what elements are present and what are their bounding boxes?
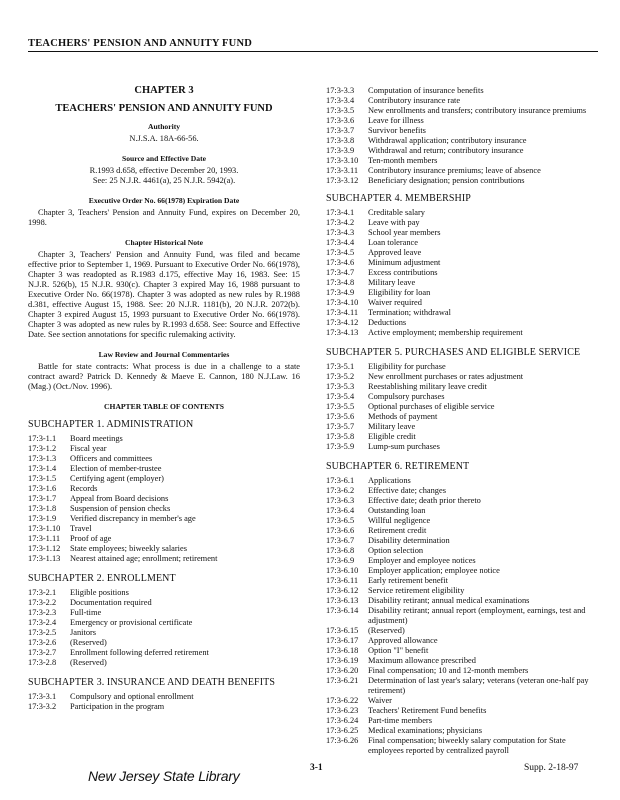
toc-entry [326,726,598,736]
toc-entry [28,598,300,608]
section-number: 17:3-4.1 [326,208,355,217]
section-title: Creditable salary [368,208,425,217]
toc-entry [326,176,598,186]
section-number: 17:3-4.13 [326,328,359,337]
section-title: Termination; withdrawal [368,308,451,317]
section-title: Active employment; membership requirement [368,328,523,337]
section-number: 17:3-5.7 [326,422,355,431]
running-title: TEACHERS' PENSION AND ANNUITY FUND [28,38,598,52]
section-title: Early retirement benefit [368,576,448,585]
toc-entry [28,534,300,544]
section-title: Excess contributions [368,268,438,277]
toc-entry [326,716,598,726]
section-number: 17:3-2.3 [28,608,57,617]
section-number: 17:3-2.8 [28,658,57,667]
section-title: Leave for illness [368,116,424,125]
toc-entry [326,402,598,412]
toc-entry [326,156,598,166]
toc-entry [28,608,300,618]
toc-entry [326,486,598,496]
section-number: 17:3-6.24 [326,716,359,725]
executive-order-heading: Executive Order No. 66(1978) Expiration Date [88,196,240,205]
subchapter-3-list-part1 [28,692,300,712]
section-number: 17:3-4.4 [326,238,355,247]
section-title: Nearest attained age; enrollment; retirement [70,554,218,563]
toc-entry [28,554,300,564]
section-number: 17:3-6.25 [326,726,359,735]
subchapter-1-heading: SUBCHAPTER 1. ADMINISTRATION [28,419,194,430]
section-number: 17:3-2.1 [28,588,57,597]
authority-heading: Authority [147,122,181,131]
section-title: Effective date; death prior thereto [368,496,481,505]
toc-heading: CHAPTER TABLE OF CONTENTS [104,402,224,411]
section-number: 17:3-1.12 [28,544,61,553]
section-number: 17:3-5.9 [326,442,355,451]
toc-entry [326,86,598,96]
section-title: Emergency or provisional certificate [70,618,193,627]
toc-entry [326,706,598,716]
toc-entry [326,432,598,442]
section-number: 17:3-6.22 [326,696,359,705]
section-number: 17:3-3.1 [28,692,57,701]
source-line-2: See: 25 N.J.R. 4461(a), 25 N.J.R. 5942(a). [92,176,236,185]
section-number: 17:3-6.8 [326,546,355,555]
section-number: 17:3-6.26 [326,736,359,745]
toc-entry [28,444,300,454]
section-title: Willful negligence [368,516,431,525]
section-title: Disability retirant; annual report (employment, earnings, test and adjustment) [368,606,586,625]
toc-entry [326,308,598,318]
toc-entry [326,116,598,126]
section-title: Disability determination [368,536,450,545]
section-title: Teachers' Retirement Fund benefits [368,706,487,715]
toc-entry [326,228,598,238]
toc-entry [28,618,300,628]
section-title: Eligible positions [70,588,129,597]
toc-entry [28,434,300,444]
toc-entry [326,238,598,248]
section-number: 17:3-1.4 [28,464,57,473]
section-title: Janitors [70,628,97,637]
section-title: Military leave [368,422,416,431]
source-line-1: R.1993 d.658, effective December 20, 1993. [89,166,239,175]
page-number: 3-1 [310,763,323,773]
toc-entry [326,646,598,656]
section-title: State employees; biweekly salaries [70,544,187,553]
toc-entry [326,676,598,696]
section-number: 17:3-4.12 [326,318,359,327]
section-title: Ten-month members [368,156,438,165]
section-number: 17:3-2.4 [28,618,57,627]
chapter-number: CHAPTER 3 [134,85,194,96]
section-number: 17:3-6.10 [326,566,359,575]
section-title: Employer application; employee notice [368,566,500,575]
toc-entry [326,736,598,756]
law-review-heading: Law Review and Journal Commentaries [98,350,230,359]
section-number: 17:3-2.2 [28,598,57,607]
section-title: Enrollment following deferred retirement [70,648,209,657]
section-title: Participation in the program [70,702,165,711]
section-title: Eligibility for loan [368,288,431,297]
section-number: 17:3-6.6 [326,526,355,535]
section-title: Loan tolerance [368,238,418,247]
section-number: 17:3-6.17 [326,636,359,645]
section-number: 17:3-6.18 [326,646,359,655]
toc-entry [326,278,598,288]
section-title: Compulsory and optional enrollment [70,692,194,701]
toc-entry [326,656,598,666]
section-title: Final compensation; 10 and 12-month members [368,666,529,675]
section-title: Retirement credit [368,526,427,535]
toc-entry [326,258,598,268]
section-number: 17:3-5.5 [326,402,355,411]
section-number: 17:3-6.20 [326,666,359,675]
section-number: 17:3-4.2 [326,218,355,227]
toc-entry [326,208,598,218]
toc-entry [326,666,598,676]
left-column [28,86,300,712]
toc-entry [28,464,300,474]
section-title: Contributory insurance rate [368,96,461,105]
section-number: 17:3-3.10 [326,156,359,165]
section-number: 17:3-4.7 [326,268,355,277]
section-title: Contributory insurance premiums; leave of absence [368,166,541,175]
section-title: Full-time [70,608,102,617]
right-column [326,86,598,756]
toc-entry [326,506,598,516]
section-number: 17:3-5.2 [326,372,355,381]
toc-entry [326,526,598,536]
section-number: 17:3-6.5 [326,516,355,525]
library-stamp: New Jersey State Library [88,768,240,784]
section-number: 17:3-4.9 [326,288,355,297]
section-title: Disability retirant; annual medical examinations [368,596,530,605]
section-title: New enrollment purchases or rates adjustment [368,372,524,381]
toc-entry [326,556,598,566]
subchapter-3-heading: SUBCHAPTER 3. INSURANCE AND DEATH BENEFITS [28,677,275,688]
section-title: Officers and committees [70,454,153,463]
section-number: 17:3-1.2 [28,444,57,453]
toc-entry [326,136,598,146]
section-title: Approved leave [368,248,422,257]
section-title: Option "I" benefit [368,646,429,655]
section-number: 17:3-1.6 [28,484,57,493]
toc-entry [326,218,598,228]
supplement-date: Supp. 2-18-97 [524,763,579,773]
toc-entry [28,692,300,702]
section-title: Reestablishing military leave credit [368,382,487,391]
section-title: Outstanding loan [368,506,426,515]
section-number: 17:3-6.15 [326,626,359,635]
section-number: 17:3-4.10 [326,298,359,307]
toc-entry [326,268,598,278]
section-number: 17:3-3.7 [326,126,355,135]
section-title: Eligibility for purchase [368,362,446,371]
section-number: 17:3-3.11 [326,166,359,175]
section-title: Travel [70,524,92,533]
section-title: Board meetings [70,434,123,443]
toc-entry [326,496,598,506]
toc-entry [326,586,598,596]
section-title: Records [70,484,98,493]
section-number: 17:3-3.2 [28,702,57,711]
section-title: Applications [368,476,411,485]
subchapter-6-heading: SUBCHAPTER 6. RETIREMENT [326,461,470,472]
section-number: 17:3-4.8 [326,278,355,287]
section-number: 17:3-2.5 [28,628,57,637]
toc-entry [326,288,598,298]
section-number: 17:3-1.10 [28,524,61,533]
toc-entry [326,392,598,402]
section-number: 17:3-6.21 [326,676,359,685]
section-number: 17:3-5.3 [326,382,355,391]
toc-entry [28,494,300,504]
section-number: 17:3-4.6 [326,258,355,267]
section-number: 17:3-6.4 [326,506,355,515]
toc-entry [326,636,598,646]
section-title: Option selection [368,546,424,555]
toc-entry [326,516,598,526]
section-title: Deductions [368,318,407,327]
section-number: 17:3-6.19 [326,656,359,665]
section-number: 17:3-1.7 [28,494,57,503]
section-title: Determination of last year's salary; veterans (veteran one-half pay retirement) [368,676,589,695]
section-title: Medical examinations; physicians [368,726,482,735]
section-number: 17:3-6.13 [326,596,359,605]
section-number: 17:3-4.3 [326,228,355,237]
toc-entry [326,422,598,432]
toc-entry [326,318,598,328]
toc-entry [28,454,300,464]
section-number: 17:3-6.9 [326,556,355,565]
subchapter-2-heading: SUBCHAPTER 2. ENROLLMENT [28,573,176,584]
section-title: Employer and employee notices [368,556,476,565]
toc-entry [28,648,300,658]
section-number: 17:3-6.1 [326,476,355,485]
toc-entry [326,626,598,636]
toc-entry [28,588,300,598]
section-title: Certifying agent (employer) [70,474,164,483]
toc-entry [326,248,598,258]
section-title: Minimum adjustment [368,258,441,267]
section-number: 17:3-6.14 [326,606,359,615]
section-number: 17:3-6.2 [326,486,355,495]
toc-entry [326,298,598,308]
section-number: 17:3-6.11 [326,576,359,585]
section-title: Part-time members [368,716,432,725]
section-number: 17:3-3.12 [326,176,359,185]
toc-entry [326,546,598,556]
section-title: Leave with pay [368,218,420,227]
section-title: Compulsory purchases [368,392,445,401]
subchapter-4-heading: SUBCHAPTER 4. MEMBERSHIP [326,193,471,204]
section-title: Fiscal year [70,444,107,453]
authority-text: N.J.S.A. 18A-66-56. [129,134,199,143]
section-title: School year members [368,228,441,237]
historical-note-heading: Chapter Historical Note [125,238,203,247]
section-title: Election of member-trustee [70,464,162,473]
section-number: 17:3-1.11 [28,534,61,543]
section-title: Service retirement eligibility [368,586,465,595]
toc-entry [326,106,598,116]
toc-entry [326,328,598,338]
section-number: 17:3-6.7 [326,536,355,545]
toc-entry [326,382,598,392]
section-number: 17:3-5.6 [326,412,355,421]
section-title: (Reserved) [70,638,107,647]
toc-entry [326,566,598,576]
toc-entry [326,442,598,452]
toc-entry [326,362,598,372]
toc-entry [326,476,598,486]
section-title: (Reserved) [368,626,405,635]
toc-entry [28,474,300,484]
toc-entry [28,638,300,648]
section-number: 17:3-2.6 [28,638,57,647]
subchapter-5-list [326,362,598,452]
subchapter-1-list [28,434,300,564]
section-title: Lump-sum purchases [368,442,440,451]
section-number: 17:3-3.4 [326,96,355,105]
section-title: Suspension of pension checks [70,504,171,513]
section-number: 17:3-1.13 [28,554,61,563]
section-title: Survivor benefits [368,126,426,135]
section-number: 17:3-5.8 [326,432,355,441]
toc-entry [326,412,598,422]
section-title: Withdrawal application; contributory insurance [368,136,527,145]
chapter-title: TEACHERS' PENSION AND ANNUITY FUND [55,103,273,114]
subchapter-4-list [326,208,598,338]
section-number: 17:3-4.11 [326,308,359,317]
subchapter-5-heading: SUBCHAPTER 5. PURCHASES AND ELIGIBLE SERVICE [326,347,581,358]
section-title: Computation of insurance benefits [368,86,484,95]
toc-entry [28,702,300,712]
subchapter-3-list-part2 [326,86,598,186]
section-number: 17:3-1.3 [28,454,57,463]
toc-entry [28,504,300,514]
toc-entry [326,372,598,382]
section-number: 17:3-1.1 [28,434,57,443]
section-title: Withdrawal and return; contributory insurance [368,146,524,155]
section-title: Final compensation; biweekly salary computation for State employees reported by centralized payroll [368,736,566,755]
toc-entry [326,166,598,176]
toc-entry [326,146,598,156]
toc-entry [326,596,598,606]
executive-order-text: Chapter 3, Teachers' Pension and Annuity Fund, expires on December 20, 1998. [28,208,300,227]
law-review-text: Battle for state contracts: What process is due in a challenge to a state contract award? Patrick D. Kennedy & Maeve E. Cannon, 180 N.J.Law. 16 (Mag.) (Oct./Nov. 1996). [28,362,300,391]
section-number: 17:3-6.3 [326,496,355,505]
section-title: Effective date; changes [368,486,446,495]
toc-entry [28,524,300,534]
section-number: 17:3-5.1 [326,362,355,371]
section-number: 17:3-3.9 [326,146,355,155]
section-number: 17:3-6.23 [326,706,359,715]
section-title: New enrollments and transfers; contributory insurance premiums [368,106,587,115]
toc-entry [326,126,598,136]
section-title: Eligible credit [368,432,416,441]
section-number: 17:3-4.5 [326,248,355,257]
section-number: 17:3-6.12 [326,586,359,595]
section-title: Beneficiary designation; pension contributions [368,176,525,185]
section-title: Waiver required [368,298,422,307]
section-title: Proof of age [70,534,112,543]
toc-entry [28,544,300,554]
section-title: (Reserved) [70,658,107,667]
subchapter-2-list [28,588,300,668]
section-title: Maximum allowance prescribed [368,656,476,665]
toc-entry [326,606,598,626]
source-heading: Source and Effective Date [121,154,206,163]
toc-entry [28,658,300,668]
toc-entry [28,514,300,524]
section-number: 17:3-2.7 [28,648,57,657]
toc-entry [326,536,598,546]
toc-entry [326,576,598,586]
section-number: 17:3-5.4 [326,392,355,401]
section-number: 17:3-1.5 [28,474,57,483]
section-number: 17:3-3.5 [326,106,355,115]
section-title: Waiver [368,696,392,705]
section-title: Verified discrepancy in member's age [70,514,196,523]
subchapter-6-list [326,476,598,756]
toc-entry [28,484,300,494]
section-number: 17:3-3.3 [326,86,355,95]
section-number: 17:3-3.8 [326,136,355,145]
historical-note-text: Chapter 3, Teachers' Pension and Annuity Fund, was filed and became effective prior to September 1, 1969. Pursuant to Executive Order No. 66(1978), Chapter 3 was readopted as R.1983 d.175, effective May 16, 1983. See: 15 N.J.R. 526(b), 15 N.J.R. 930(c). Chapter 3 expired May 16, 1988 pursuant to Executive Order No. 66(1978). Chapter 3 was adopted as new rules by R.1988 d.381, effective August 15, 1988. See: 20 N.J.R. 1181(b), 20 N.J.R. 2072(b). Chapter 3 expired August 15, 1993 pursuant to Executive Order No. 66(1978). Chapter 3 was adopted as new rules by R.1993 d.658. See: Source and Effective Date. See section annotations for specific rulemaking activity. [28,250,300,339]
section-title: Military leave [368,278,416,287]
section-number: 17:3-1.8 [28,504,57,513]
section-number: 17:3-1.9 [28,514,57,523]
section-number: 17:3-3.6 [326,116,355,125]
section-title: Approved allowance [368,636,438,645]
section-title: Methods of payment [368,412,438,421]
toc-entry [28,628,300,638]
section-title: Appeal from Board decisions [70,494,169,503]
section-title: Documentation required [70,598,152,607]
toc-entry [326,696,598,706]
toc-entry [326,96,598,106]
section-title: Optional purchases of eligible service [368,402,495,411]
